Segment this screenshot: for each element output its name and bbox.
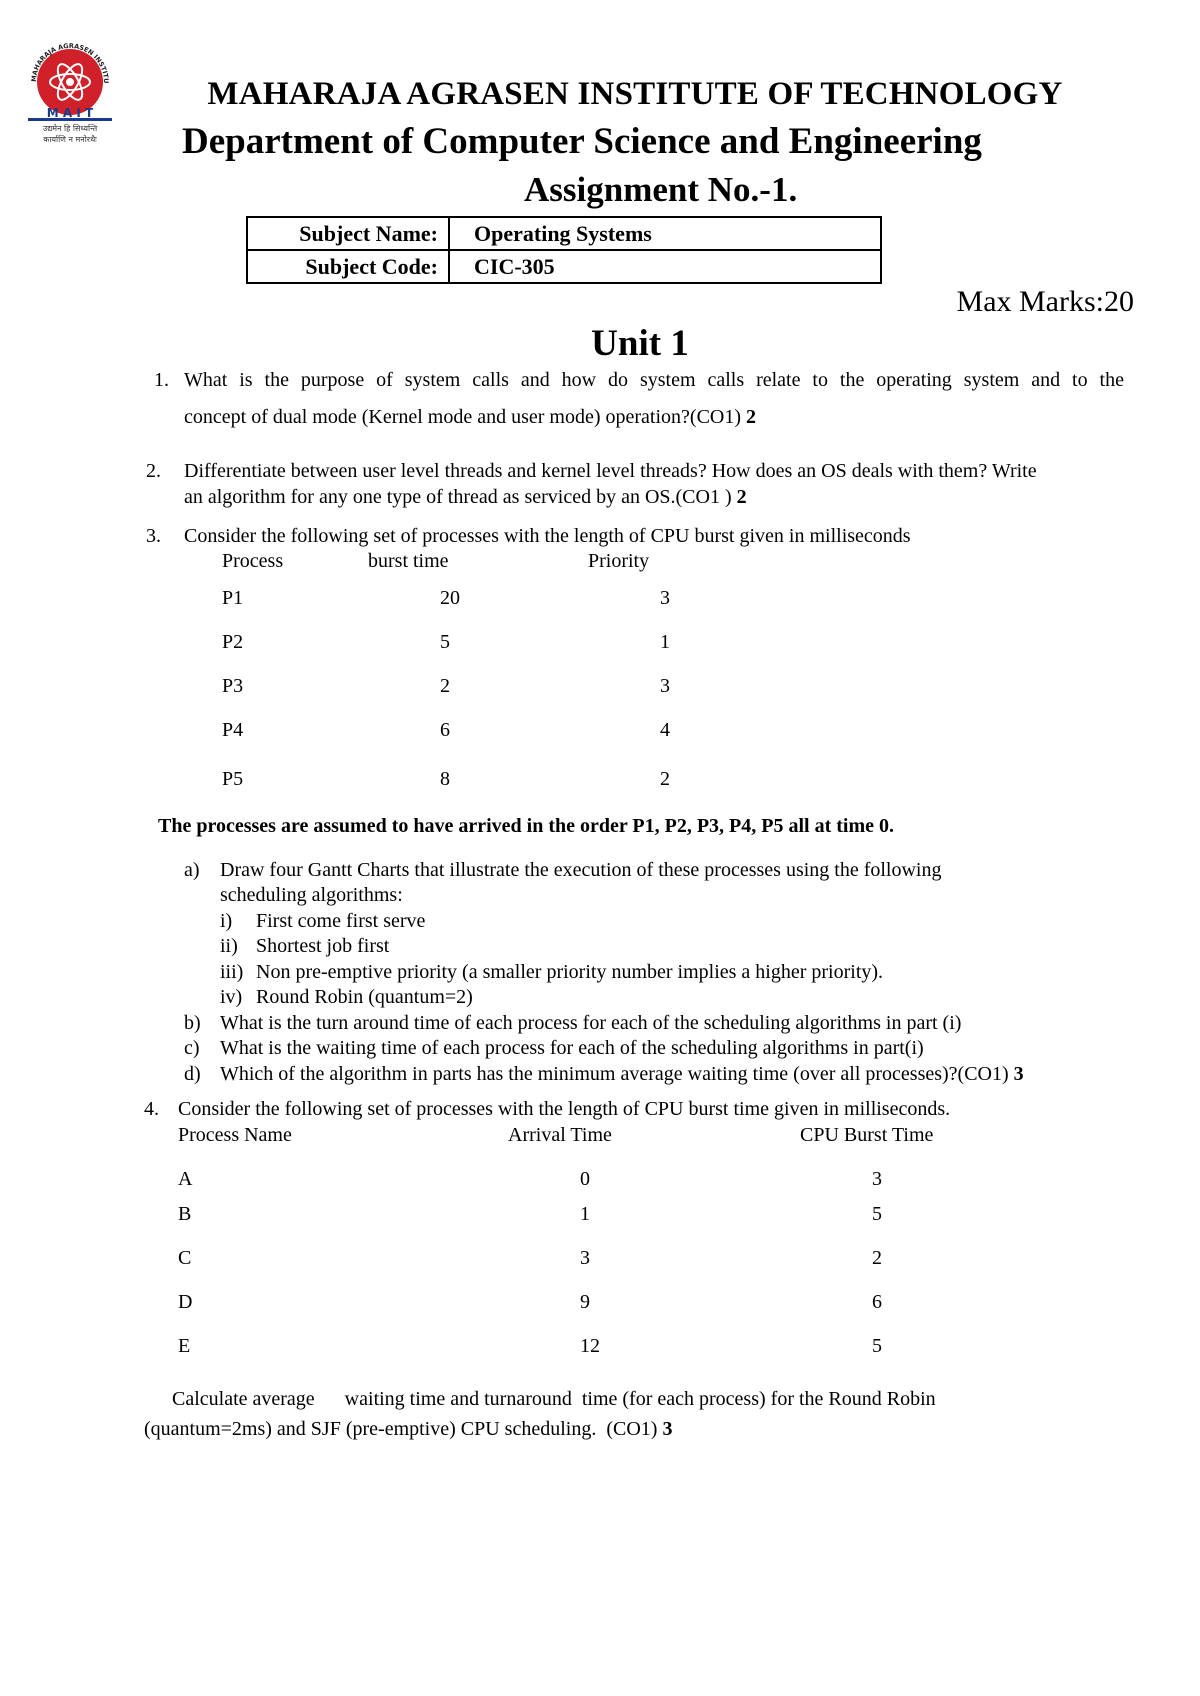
institute-name: MAHARAJA AGRASEN INSTITUTE OF TECHNOLOGY	[207, 76, 1063, 112]
question-text-line: What is the purpose of system calls and how do system calls relate to the operating system and to the	[184, 369, 1124, 391]
table-cell: 5	[872, 1335, 882, 1357]
subject-code-row	[247, 250, 881, 283]
table-cell: 8	[440, 768, 450, 790]
question-number: 4.	[144, 1098, 159, 1120]
max-marks: Max Marks:20	[956, 285, 1134, 318]
part-text: What is the turn around time of each process for each of the scheduling algorithms in part (i)	[220, 1012, 962, 1034]
table-cell: P4	[222, 719, 244, 741]
subpart-label: iv)	[220, 986, 243, 1008]
table-cell: 6	[440, 719, 450, 741]
question-text-line	[144, 1416, 672, 1442]
subpart-text: Non pre-emptive priority (a smaller priority number implies a higher priority).	[256, 961, 884, 983]
subpart-text: Round Robin (quantum=2)	[256, 986, 473, 1008]
table-cell: A	[178, 1168, 193, 1190]
question-number: 2.	[146, 460, 161, 482]
subject-table	[246, 216, 882, 284]
part-text: What is the waiting time of each process for each of the scheduling algorithms in part(i)	[220, 1037, 924, 1059]
logo-motto-2: कार्याणि न मनोरथैः	[43, 135, 97, 144]
table-cell: 3	[580, 1247, 590, 1269]
question-text-line: Differentiate between user level threads and kernel level threads? How does an OS deals with them? Write	[184, 460, 1037, 482]
question-text: an algorithm for any one type of thread as serviced by an OS.(CO1 )	[184, 486, 732, 508]
part-label: c)	[184, 1037, 200, 1059]
subject-code-value: CIC-305	[449, 250, 881, 283]
table-header: Arrival Time	[508, 1124, 612, 1146]
part-text: scheduling algorithms:	[220, 884, 403, 906]
question-text-line: Calculate average waiting time and turnaround time (for each process) for the Round Robin	[172, 1388, 936, 1410]
table-cell: 5	[440, 631, 450, 653]
question-marks: 2	[746, 406, 757, 428]
institute-logo	[24, 38, 116, 148]
table-cell: 2	[872, 1247, 882, 1269]
subpart-text: First come first serve	[256, 910, 426, 932]
table-cell: 4	[660, 719, 670, 741]
subpart-text: Shortest job first	[256, 935, 390, 957]
logo-motto-1: उद्यमेन हि सिध्यन्ति	[42, 124, 98, 133]
subpart-label: i)	[220, 910, 233, 932]
table-cell: P2	[222, 631, 244, 653]
subpart-label: iii)	[220, 961, 244, 983]
table-cell: 5	[872, 1203, 882, 1225]
table-cell: 20	[440, 587, 460, 609]
assignment-title: Assignment No.-1.	[524, 170, 798, 209]
subject-code-label: Subject Code:	[247, 250, 449, 283]
subject-name-row	[247, 217, 881, 250]
department-name: Department of Computer Science and Engineering	[182, 121, 982, 162]
part-label: d)	[184, 1063, 201, 1085]
table-cell: 9	[580, 1291, 590, 1313]
subject-name-label: Subject Name:	[247, 217, 449, 250]
table-cell: 3	[872, 1168, 882, 1190]
table-cell: 3	[660, 587, 670, 609]
part-text: Draw four Gantt Charts that illustrate the execution of these processes using the following	[220, 859, 942, 881]
table-cell: E	[178, 1335, 191, 1357]
table-header: Process	[222, 550, 284, 572]
question-marks: 2	[736, 486, 747, 508]
part-label: b)	[184, 1012, 201, 1034]
part-text	[220, 1061, 1024, 1087]
question-text-line	[184, 404, 756, 430]
question-number: 3.	[146, 525, 161, 547]
logo-abbr: M A I T	[46, 106, 94, 120]
arrival-note: The processes are assumed to have arrived in the order P1, P2, P3, P4, P5 all at time 0.	[158, 815, 895, 837]
table-cell: C	[178, 1247, 192, 1269]
subject-name-value: Operating Systems	[449, 217, 881, 250]
table-cell: D	[178, 1291, 193, 1313]
table-header: burst time	[368, 550, 449, 572]
table-cell: 6	[872, 1291, 882, 1313]
logo-arc-text: MAHARAJA AGRASEN INSTITU	[29, 41, 111, 84]
table-cell: P3	[222, 675, 244, 697]
question-text: concept of dual mode (Kernel mode and user mode) operation?(CO1)	[184, 406, 742, 428]
question-text-line: Consider the following set of processes with the length of CPU burst time given in milliseconds.	[178, 1098, 951, 1120]
table-cell: 12	[580, 1335, 600, 1357]
table-cell: B	[178, 1203, 192, 1225]
unit-title: Unit 1	[591, 323, 689, 364]
question-text-line: Consider the following set of processes with the length of CPU burst given in milliseconds	[184, 525, 911, 547]
question-marks: 3	[1013, 1063, 1024, 1085]
table-cell: 3	[660, 675, 670, 697]
question-number: 1.	[154, 369, 169, 391]
question-text: (quantum=2ms) and SJF (pre-emptive) CPU scheduling. (CO1)	[144, 1418, 658, 1440]
table-cell: P1	[222, 587, 244, 609]
part-label: a)	[184, 859, 200, 881]
question-text-line	[184, 484, 747, 510]
table-cell: 2	[440, 675, 450, 697]
table-header: Priority	[588, 550, 650, 572]
table-header: CPU Burst Time	[800, 1124, 934, 1146]
table-cell: 2	[660, 768, 670, 790]
table-header: Process Name	[178, 1124, 292, 1146]
table-cell: P5	[222, 768, 244, 790]
table-cell: 0	[580, 1168, 590, 1190]
part-text-body: Which of the algorithm in parts has the minimum average waiting time (over all processes)?(CO1)	[220, 1063, 1009, 1085]
logo-emblem	[24, 38, 116, 148]
table-cell: 1	[660, 631, 670, 653]
subpart-label: ii)	[220, 935, 238, 957]
question-marks: 3	[662, 1418, 673, 1440]
table-cell: 1	[580, 1203, 590, 1225]
